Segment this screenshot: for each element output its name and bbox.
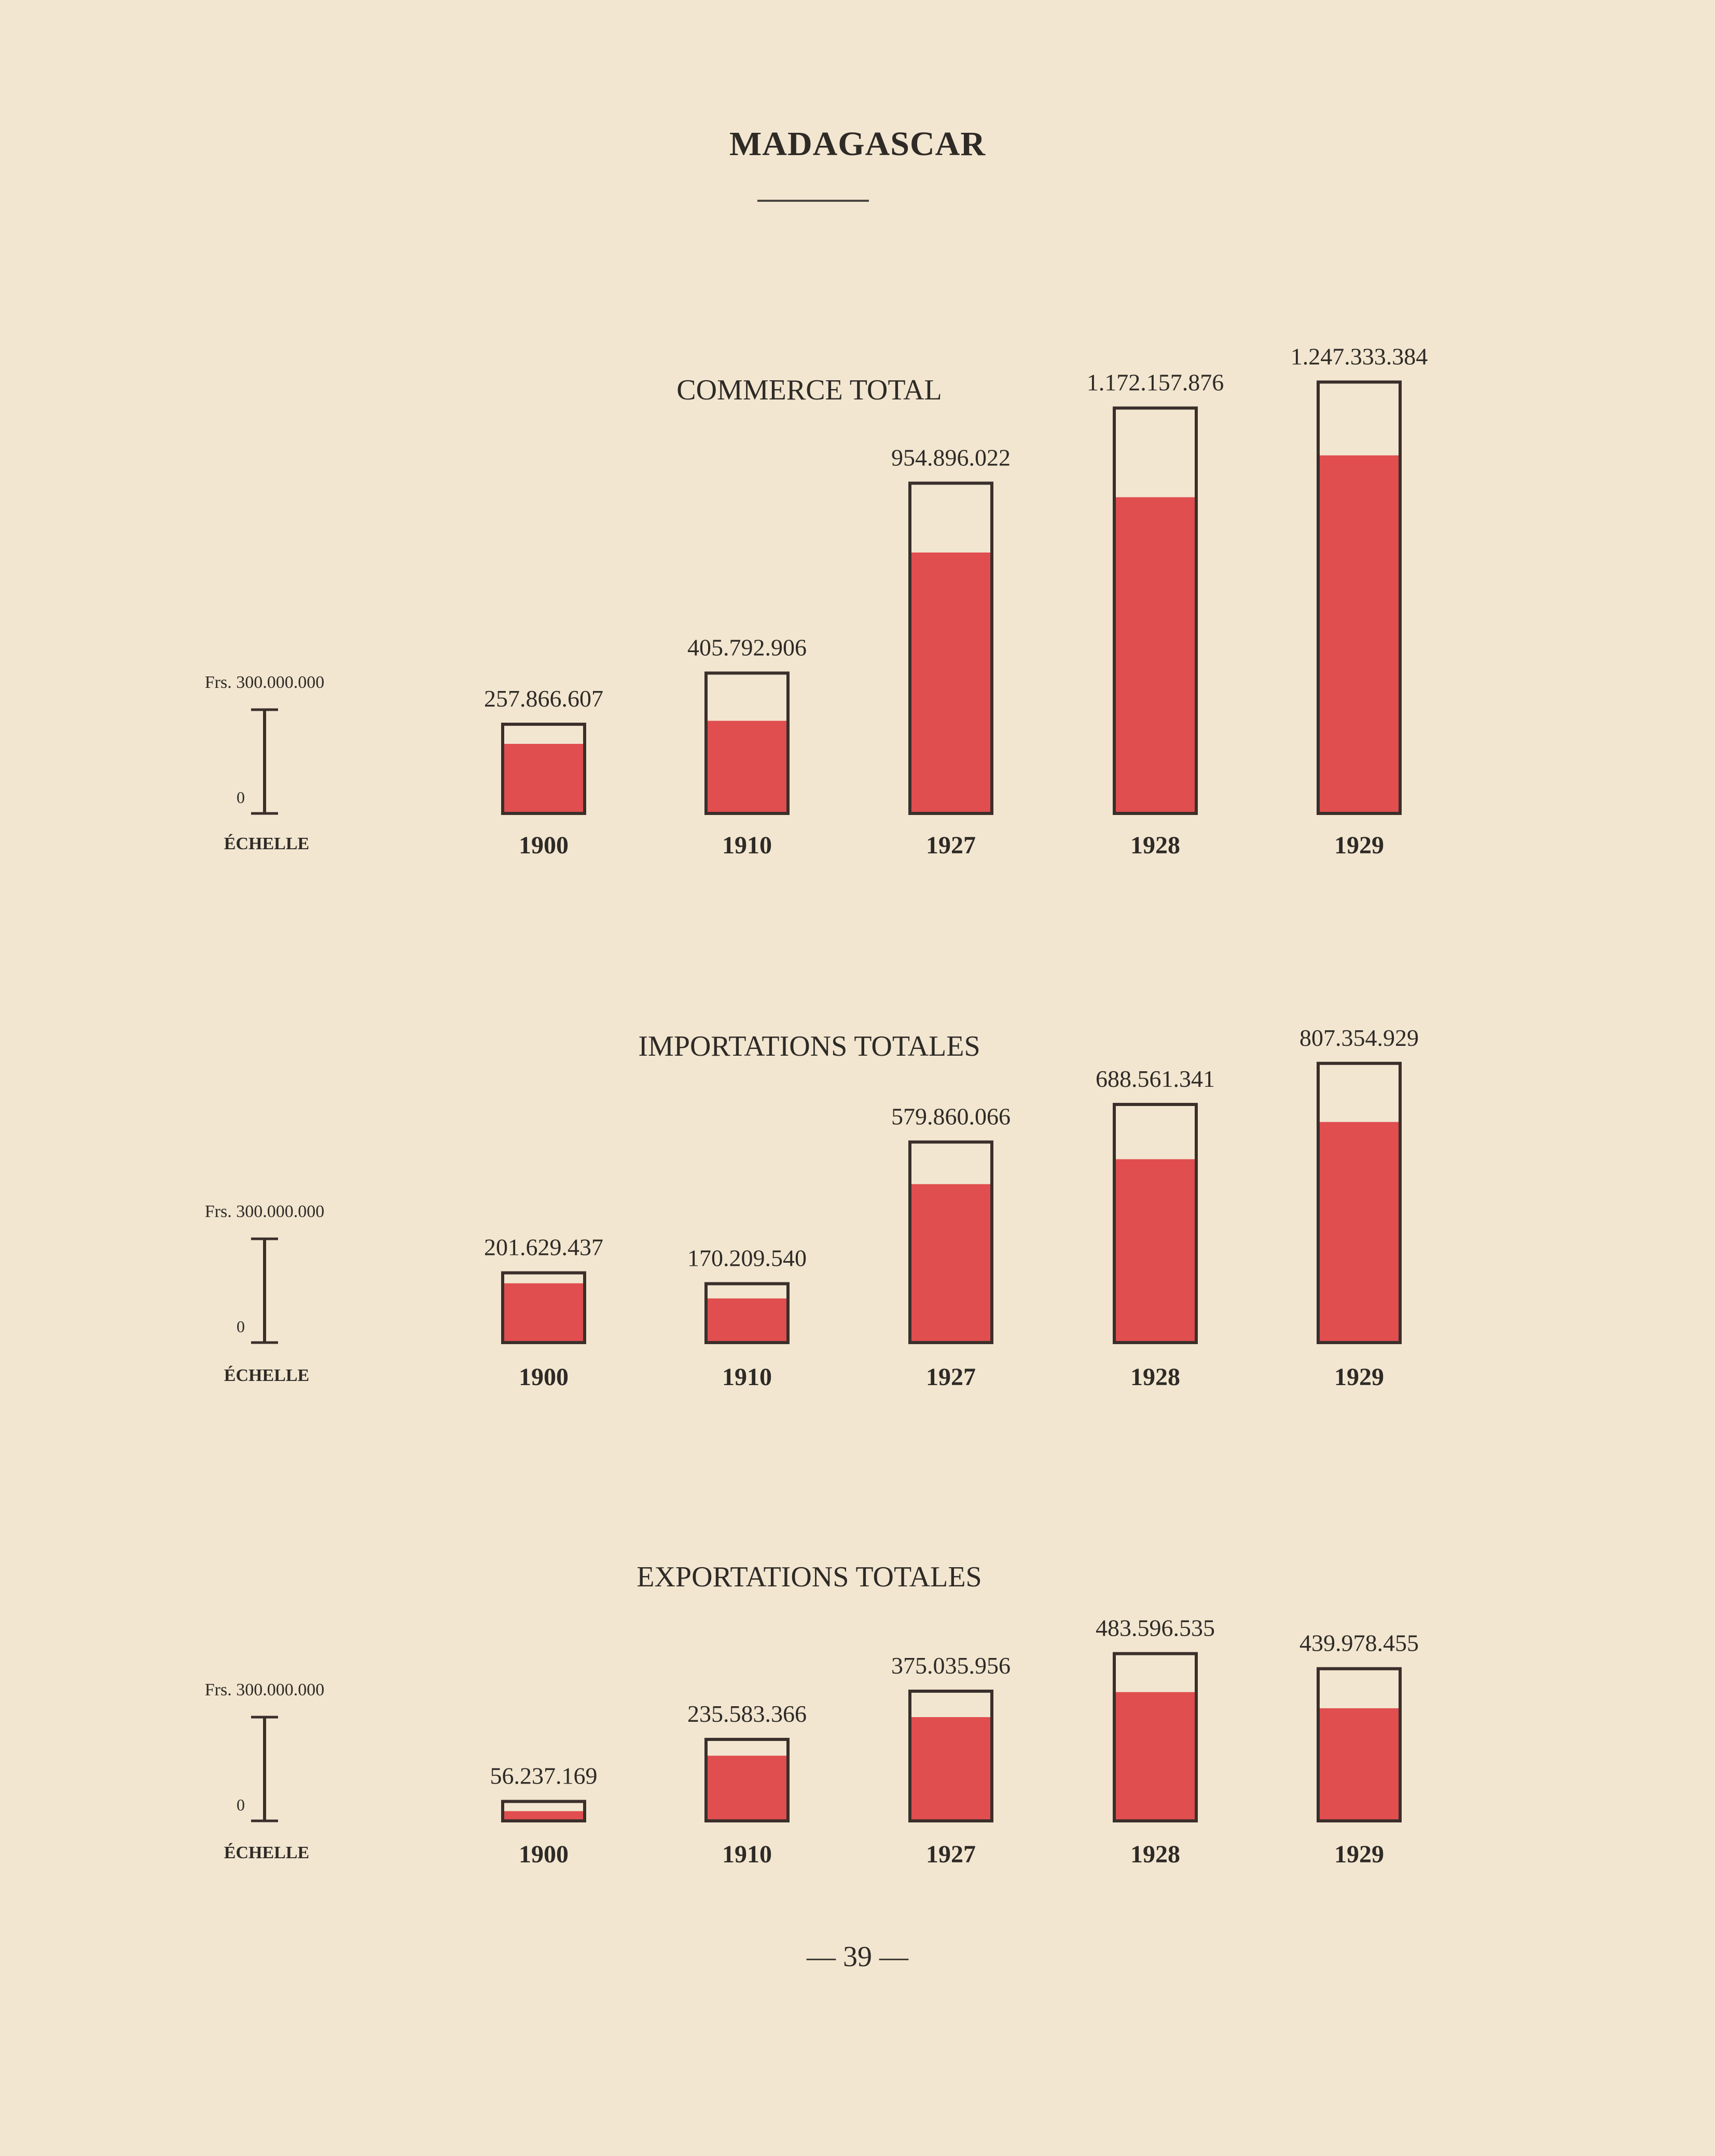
- bar-value-label: 579.860.066: [891, 1103, 1011, 1130]
- bar-fill: [1114, 1692, 1196, 1821]
- scale-zero-label: 0: [237, 1317, 245, 1336]
- bar-fill: [1114, 497, 1196, 813]
- bar-value-label: 439.978.455: [1299, 1629, 1419, 1656]
- bar-fill: [706, 1298, 788, 1343]
- bar-year-label: 1900: [519, 1841, 569, 1868]
- bar-value-label: 1.247.333.384: [1290, 343, 1428, 370]
- bar-year-label: 1927: [926, 832, 976, 859]
- bar-fill: [1114, 1159, 1196, 1343]
- bar-fill: [1318, 455, 1400, 813]
- bar-value-label: 201.629.437: [484, 1234, 603, 1261]
- bar-year-label: 1900: [519, 832, 569, 859]
- bar-value-label: 405.792.906: [687, 634, 807, 661]
- bar-year-label: 1910: [722, 832, 772, 859]
- bar-value-label: 483.596.535: [1096, 1614, 1215, 1641]
- bar-value-label: 56.237.169: [490, 1762, 598, 1789]
- scale-value-label: Frs. 300.000.000: [204, 673, 325, 692]
- page-title: MADAGASCAR: [729, 125, 986, 163]
- scale-zero-label: 0: [237, 1795, 245, 1814]
- bar-value-label: 375.035.956: [891, 1652, 1011, 1679]
- bar-fill: [1318, 1122, 1400, 1343]
- scale-zero-label: 0: [237, 788, 245, 807]
- page-number: — 39 —: [807, 1941, 908, 1973]
- bar-year-label: 1929: [1334, 1363, 1384, 1391]
- bar-year-label: 1929: [1334, 1841, 1384, 1868]
- bar-value-label: 170.209.540: [687, 1245, 807, 1272]
- bar-year-label: 1928: [1130, 1363, 1180, 1391]
- scale-value-label: Frs. 300.000.000: [204, 1202, 325, 1221]
- bar-fill: [910, 552, 992, 813]
- bar-value-label: 1.172.157.876: [1086, 369, 1224, 396]
- bar-value-label: 954.896.022: [891, 444, 1011, 471]
- scale-caption: ÉCHELLE: [224, 1843, 310, 1862]
- bar-value-label: 257.866.607: [484, 685, 603, 712]
- bar-year-label: 1929: [1334, 832, 1384, 859]
- bar-year-label: 1927: [926, 1363, 976, 1391]
- scale-value-label: Frs. 300.000.000: [204, 1680, 325, 1699]
- bar-year-label: 1928: [1130, 1841, 1180, 1868]
- bar-fill: [910, 1717, 992, 1821]
- chart-title: COMMERCE TOTAL: [676, 374, 942, 406]
- scale-caption: ÉCHELLE: [224, 1366, 310, 1385]
- bar-value-label: 235.583.366: [687, 1700, 807, 1727]
- scale-caption: ÉCHELLE: [224, 834, 310, 853]
- chart-title: EXPORTATIONS TOTALES: [637, 1561, 982, 1593]
- bar-fill: [1318, 1708, 1400, 1821]
- bar-year-label: 1928: [1130, 832, 1180, 859]
- bar-fill: [706, 1756, 788, 1821]
- bar-value-label: 807.354.929: [1299, 1024, 1419, 1051]
- bar-year-label: 1900: [519, 1363, 569, 1391]
- chart-title: IMPORTATIONS TOTALES: [638, 1030, 980, 1062]
- bar-year-label: 1927: [926, 1841, 976, 1868]
- bar-value-label: 688.561.341: [1096, 1065, 1215, 1092]
- bar-year-label: 1910: [722, 1841, 772, 1868]
- bar-fill: [503, 1283, 585, 1343]
- bar-fill: [910, 1184, 992, 1343]
- bar-fill: [503, 744, 585, 813]
- bar-year-label: 1910: [722, 1363, 772, 1391]
- bar-fill: [706, 721, 788, 813]
